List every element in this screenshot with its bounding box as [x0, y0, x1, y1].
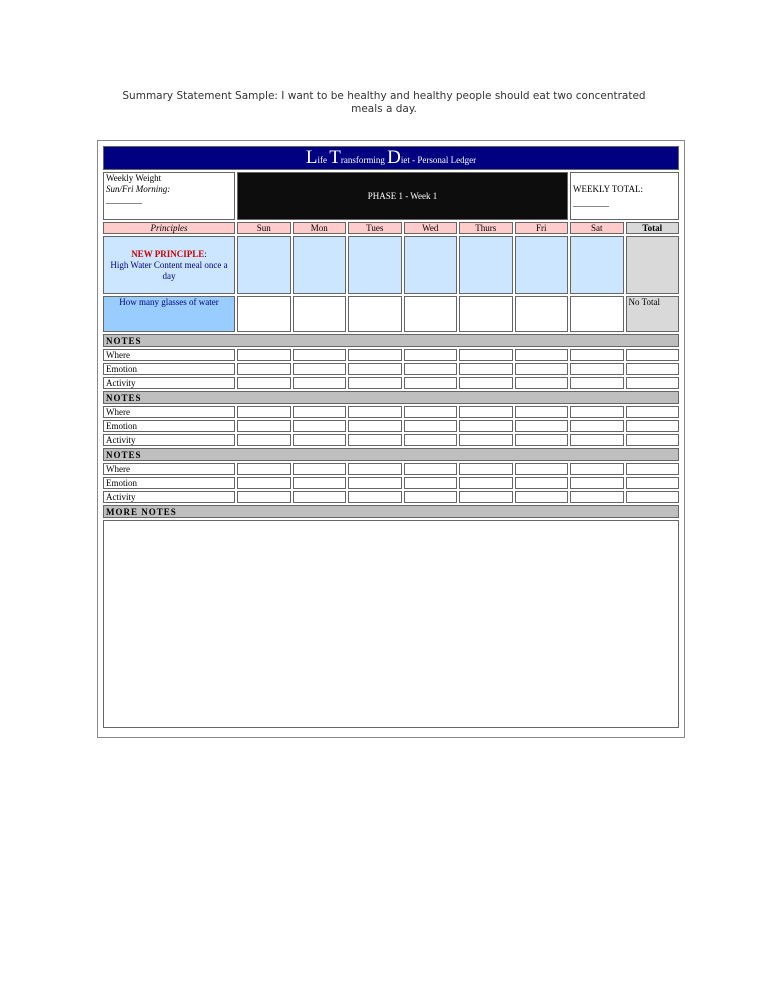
day-sun: Sun	[237, 222, 291, 234]
note-cell[interactable]	[570, 463, 624, 475]
note-cell[interactable]	[237, 477, 291, 489]
note-cell[interactable]	[237, 349, 291, 361]
principle-fri-cell[interactable]	[515, 236, 569, 294]
notes-heading: NOTES	[103, 448, 679, 461]
note-cell[interactable]	[515, 477, 569, 489]
note-cell[interactable]	[515, 377, 569, 389]
total-header: Total	[626, 222, 680, 234]
principle-row	[103, 236, 679, 294]
note-cell[interactable]	[293, 420, 347, 432]
note-cell[interactable]	[626, 434, 680, 446]
note-cell[interactable]	[237, 406, 291, 418]
note-cell[interactable]	[348, 434, 402, 446]
note-cell[interactable]	[293, 491, 347, 503]
note-cell[interactable]	[570, 477, 624, 489]
note-cell[interactable]	[404, 434, 458, 446]
glasses-of-water-label: How many glasses of water	[103, 296, 235, 332]
note-cell[interactable]	[404, 491, 458, 503]
note-cell[interactable]	[459, 406, 513, 418]
note-cell[interactable]	[293, 349, 347, 361]
note-cell[interactable]	[570, 420, 624, 432]
day-sat: Sat	[570, 222, 624, 234]
note-cell[interactable]	[515, 363, 569, 375]
note-cell[interactable]	[570, 349, 624, 361]
note-cell[interactable]	[404, 349, 458, 361]
note-cell[interactable]	[570, 491, 624, 503]
ledger-title: Life Transforming Diet - Personal Ledger	[103, 146, 679, 170]
note-cell[interactable]	[459, 434, 513, 446]
principle-total-cell[interactable]	[626, 236, 680, 294]
note-cell[interactable]	[626, 363, 680, 375]
note-cell[interactable]	[293, 363, 347, 375]
note-cell[interactable]	[348, 406, 402, 418]
phase-title: PHASE 1 - Week 1	[237, 172, 568, 220]
note-cell[interactable]	[293, 377, 347, 389]
notes-row	[103, 463, 679, 475]
principle-tues-cell[interactable]	[348, 236, 402, 294]
note-cell[interactable]	[515, 463, 569, 475]
note-cell[interactable]	[459, 463, 513, 475]
note-cell[interactable]	[515, 420, 569, 432]
note-cell[interactable]	[293, 434, 347, 446]
notes-row	[103, 491, 679, 503]
note-cell[interactable]	[293, 477, 347, 489]
notes-row-label: Where	[103, 463, 235, 475]
note-cell[interactable]	[626, 491, 680, 503]
principle-wed-cell[interactable]	[404, 236, 458, 294]
note-cell[interactable]	[348, 377, 402, 389]
note-cell[interactable]	[626, 477, 680, 489]
notes-row	[103, 349, 679, 361]
notes-row-label: Activity	[103, 434, 235, 446]
note-cell[interactable]	[348, 477, 402, 489]
note-cell[interactable]	[237, 377, 291, 389]
notes-row-label: Emotion	[103, 420, 235, 432]
notes-row-label: Activity	[103, 491, 235, 503]
notes-row	[103, 363, 679, 375]
weekly-weight-cell[interactable]: Weekly Weight Sun/Fri Morning: ________	[103, 172, 235, 220]
note-cell[interactable]	[459, 477, 513, 489]
day-wed: Wed	[404, 222, 458, 234]
weekly-total-cell[interactable]: WEEKLY TOTAL: ________	[570, 172, 679, 220]
principle-mon-cell[interactable]	[293, 236, 347, 294]
note-cell[interactable]	[348, 349, 402, 361]
principle-thurs-cell[interactable]	[459, 236, 513, 294]
note-cell[interactable]	[626, 349, 680, 361]
water-mon-cell[interactable]	[293, 296, 347, 332]
water-fri-cell[interactable]	[515, 296, 569, 332]
note-cell[interactable]	[626, 463, 680, 475]
note-cell[interactable]	[404, 463, 458, 475]
notes-row	[103, 434, 679, 446]
ledger-table	[101, 144, 681, 730]
note-cell[interactable]	[459, 349, 513, 361]
notes-row	[103, 477, 679, 489]
notes-row-label: Where	[103, 406, 235, 418]
day-mon: Mon	[293, 222, 347, 234]
note-cell[interactable]	[515, 349, 569, 361]
note-cell[interactable]	[570, 406, 624, 418]
note-cell[interactable]	[348, 420, 402, 432]
note-cell[interactable]	[626, 420, 680, 432]
note-cell[interactable]	[570, 434, 624, 446]
note-cell[interactable]	[348, 463, 402, 475]
notes-heading: NOTES	[103, 334, 679, 347]
note-cell[interactable]	[459, 420, 513, 432]
water-wed-cell[interactable]	[404, 296, 458, 332]
notes-row-label: Activity	[103, 377, 235, 389]
note-cell[interactable]	[404, 377, 458, 389]
notes-row	[103, 420, 679, 432]
note-cell[interactable]	[404, 363, 458, 375]
day-header-row	[103, 222, 679, 234]
notes-row	[103, 406, 679, 418]
principles-header: Principles	[103, 222, 235, 234]
notes-row-label: Emotion	[103, 477, 235, 489]
more-notes-heading: MORE NOTES	[103, 505, 679, 518]
note-cell[interactable]	[459, 363, 513, 375]
principle-sat-cell[interactable]	[570, 236, 624, 294]
note-cell[interactable]	[348, 363, 402, 375]
more-notes-area[interactable]	[103, 520, 679, 728]
water-sat-cell[interactable]	[570, 296, 624, 332]
note-cell[interactable]	[515, 434, 569, 446]
note-cell[interactable]	[515, 406, 569, 418]
water-sun-cell[interactable]	[237, 296, 291, 332]
note-cell[interactable]	[237, 420, 291, 432]
note-cell[interactable]	[293, 406, 347, 418]
no-total-cell: No Total	[626, 296, 680, 332]
day-thurs: Thurs	[459, 222, 513, 234]
notes-row-label: Emotion	[103, 363, 235, 375]
day-fri: Fri	[515, 222, 569, 234]
notes-row	[103, 377, 679, 389]
notes-row-label: Where	[103, 349, 235, 361]
note-cell[interactable]	[348, 491, 402, 503]
note-cell[interactable]	[237, 491, 291, 503]
note-cell[interactable]	[293, 463, 347, 475]
day-tues: Tues	[348, 222, 402, 234]
note-cell[interactable]	[404, 477, 458, 489]
note-cell[interactable]	[404, 406, 458, 418]
note-cell[interactable]	[626, 377, 680, 389]
water-thurs-cell[interactable]	[459, 296, 513, 332]
note-cell[interactable]	[570, 377, 624, 389]
summary-statement: Summary Statement Sample: I want to be healthy and healthy people should eat two concentrated meals a day.	[122, 90, 646, 115]
note-cell[interactable]	[237, 463, 291, 475]
note-cell[interactable]	[237, 363, 291, 375]
water-tues-cell[interactable]	[348, 296, 402, 332]
new-principle-cell: NEW PRINCIPLE: High Water Content meal once a day	[103, 236, 235, 294]
note-cell[interactable]	[459, 377, 513, 389]
notes-heading: NOTES	[103, 391, 679, 404]
note-cell[interactable]	[570, 363, 624, 375]
principle-sun-cell[interactable]	[237, 236, 291, 294]
note-cell[interactable]	[237, 434, 291, 446]
note-cell[interactable]	[515, 491, 569, 503]
personal-ledger	[97, 140, 685, 738]
note-cell[interactable]	[626, 406, 680, 418]
water-row	[103, 296, 679, 332]
note-cell[interactable]	[404, 420, 458, 432]
note-cell[interactable]	[459, 491, 513, 503]
